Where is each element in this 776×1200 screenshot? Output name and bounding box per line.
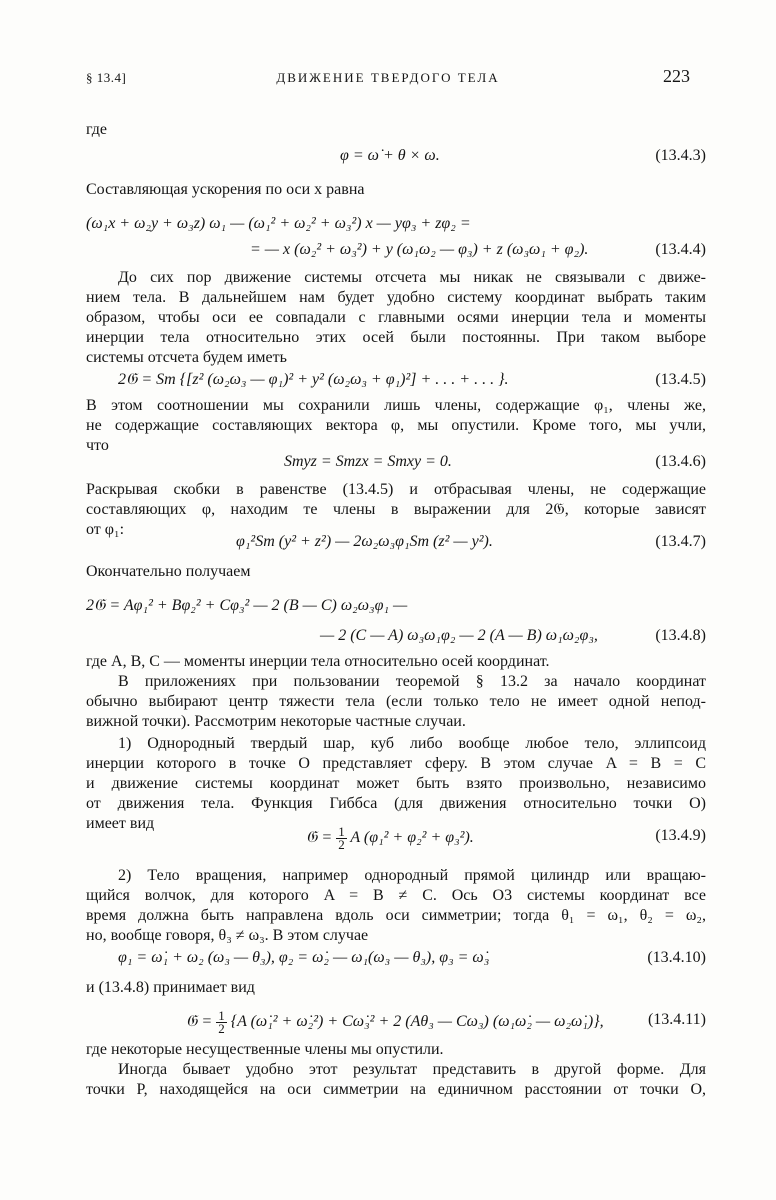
paragraph-line: 2) Тело вращения, например однородный прямой цилиндр или вращаю- (118, 867, 706, 884)
paragraph-line: В приложениях при пользовании теоремой § 13.2 за начало координат (118, 673, 706, 690)
paragraph-line: от движения тела. Функция Гиббса (для движения относительно точки O) (86, 795, 706, 812)
equation-number: (13.4.9) (655, 827, 706, 844)
equation-lhs: 𝔊 = (186, 1013, 213, 1031)
equation-lhs: 𝔊 = (306, 829, 333, 847)
equation-number: (13.4.6) (655, 453, 706, 470)
paragraph-line: точки P, находящейся на оси симметрии на единичном расстоянии от точки O, (86, 1081, 706, 1098)
equation-number: (13.4.11) (647, 1011, 706, 1028)
equation-13-4-6: Smyz = Smzx = Smxy = 0. (284, 453, 452, 470)
equation-number: (13.4.5) (655, 371, 706, 388)
paragraph-line: образом, чтобы оси ее совпадали с главными осями инерции тела и моменты (86, 309, 706, 326)
paragraph-line: и движение системы координат может быть взято произвольно, независимо (86, 775, 706, 792)
equation-13-4-9 (306, 826, 474, 851)
paragraph-line: инерции которого в точке O представляет сферу. В этом случае A = B = C (86, 755, 706, 772)
paragraph-line: обычно выбирают центр тяжести тела (если только тело не имеет одной непод- (86, 693, 706, 710)
fraction-one-half (216, 1010, 227, 1035)
fraction-denominator: 2 (338, 837, 345, 852)
paragraph-line: нием тела. В дальнейшем нам будет удобно систему координат выбрать таким (86, 289, 706, 306)
equation-13-4-4-line2: = — x (ω₂² + ω₃²) + y (ω₁ω₂ — φ₃) + z (ω₃ω₁ + φ₂). (250, 241, 589, 258)
paragraph-line: Окончательно получаем (86, 563, 251, 580)
paragraph-line: составляющих φ, находим те члены в выражении для 2𝔊, которые зависят (86, 501, 706, 518)
paragraph-line: где некоторые несущественные члены мы опустили. (86, 1041, 444, 1058)
paragraph-line: В этом соотношении мы сохранили лишь члены, содержащие φ₁, члены же, (86, 397, 706, 414)
text-line: где (86, 121, 108, 138)
paragraph-line: и (13.4.8) принимает вид (86, 979, 255, 996)
equation-13-4-11 (186, 1010, 604, 1035)
equation-number: (13.4.4) (655, 241, 706, 258)
fraction-numerator: 1 (338, 824, 345, 839)
fraction-denominator: 2 (218, 1021, 225, 1036)
running-title: ДВИЖЕНИЕ ТВЕРДОГО ТЕЛА (276, 70, 500, 85)
equation-13-4-10: φ₁ = ω̇₁ + ω₂ (ω₃ — θ₃), φ₂ = ω̇₂ — ω₁(ω₃ — θ₃), φ₃ = ω̇₃ (118, 949, 490, 966)
equation-13-4-7: φ₁²Sm (y² + z²) — 2ω₂ω₃φ₁Sm (z² — y²). (236, 533, 493, 550)
fraction-numerator: 1 (218, 1008, 225, 1023)
equation-number: (13.4.7) (655, 533, 706, 550)
section-ref: § 13.4] (86, 70, 127, 85)
equation-13-4-8-line1: 2𝔊 = Aφ₁² + Bφ₂² + Cφ₃² — 2 (B — C) ω₂ω₃φ₁ — (86, 597, 408, 614)
equation-number: (13.4.10) (647, 949, 706, 966)
page-number: 223 (663, 66, 690, 86)
paragraph-line: имеет вид (86, 815, 155, 832)
equation-rhs: {A (ω̇₁² + ω̇₂²) + Cω̇₃² + 2 (Aθ₃ — Cω₃) (ω₁ω̇₂ — ω₂ω̇₁)}, (230, 1013, 604, 1031)
equation-13-4-5: 2𝔊 = Sm {[z² (ω₂ω₃ — φ₁)² + y² (ω₂ω₃ + φ₁)²] + . . . + . . . }. (118, 371, 509, 388)
paragraph-line: но, вообще говоря, θ₃ ≠ ω₃. В этом случае (86, 927, 369, 944)
paragraph-line: инерции тела относительно этих осей были постоянны. При таком выборе (86, 329, 706, 346)
paragraph-line: Раскрывая скобки в равенстве (13.4.5) и отбрасывая члены, не содержащие (86, 481, 706, 498)
fraction-one-half (336, 826, 347, 851)
paragraph-line: вижной точки). Рассмотрим некоторые частные случаи. (86, 713, 466, 730)
equation-13-4-8-line2: — 2 (C — A) ω₃ω₁φ₂ — 2 (A — B) ω₁ω₂φ₃, (320, 627, 598, 644)
paragraph-line: системы отсчета будем иметь (86, 349, 287, 366)
equation-13-4-4-line1: (ω₁x + ω₂y + ω₃z) ω₁ — (ω₁² + ω₂² + ω₃²) x — yφ₃ + zφ₂ = (86, 215, 471, 232)
equation-13-4-3: φ = ω̇ + θ × ω. (340, 147, 440, 164)
paragraph-line: 1) Однородный твердый шар, куб либо вообще любое тело, эллипсоид (118, 735, 706, 752)
paragraph-line: щийся волчок, для которого A = B ≠ C. Ось O3 системы координат все (86, 887, 706, 904)
paragraph-line: где A, B, C — моменты инерции тела относительно осей координат. (86, 653, 550, 670)
text-line: Составляющая ускорения по оси x равна (86, 181, 365, 198)
paragraph-line: время должна быть направлена вдоль оси симметрии; тогда θ₁ = ω₁, θ₂ = ω₂, (86, 907, 706, 924)
equation-number: (13.4.3) (655, 147, 706, 164)
paragraph-line: что (86, 437, 109, 454)
paragraph-line: не содержащие составляющих вектора φ, мы опустили. Кроме того, мы учли, (86, 417, 706, 434)
paragraph-line: До сих пор движение системы отсчета мы никак не связывали с движе- (118, 269, 706, 286)
paragraph-line: от φ₁: (86, 521, 125, 538)
paragraph-line: Иногда бывает удобно этот результат представить в другой форме. Для (118, 1061, 706, 1078)
equation-rhs: A (φ₁² + φ₂² + φ₃²). (350, 829, 474, 847)
equation-number: (13.4.8) (655, 627, 706, 644)
